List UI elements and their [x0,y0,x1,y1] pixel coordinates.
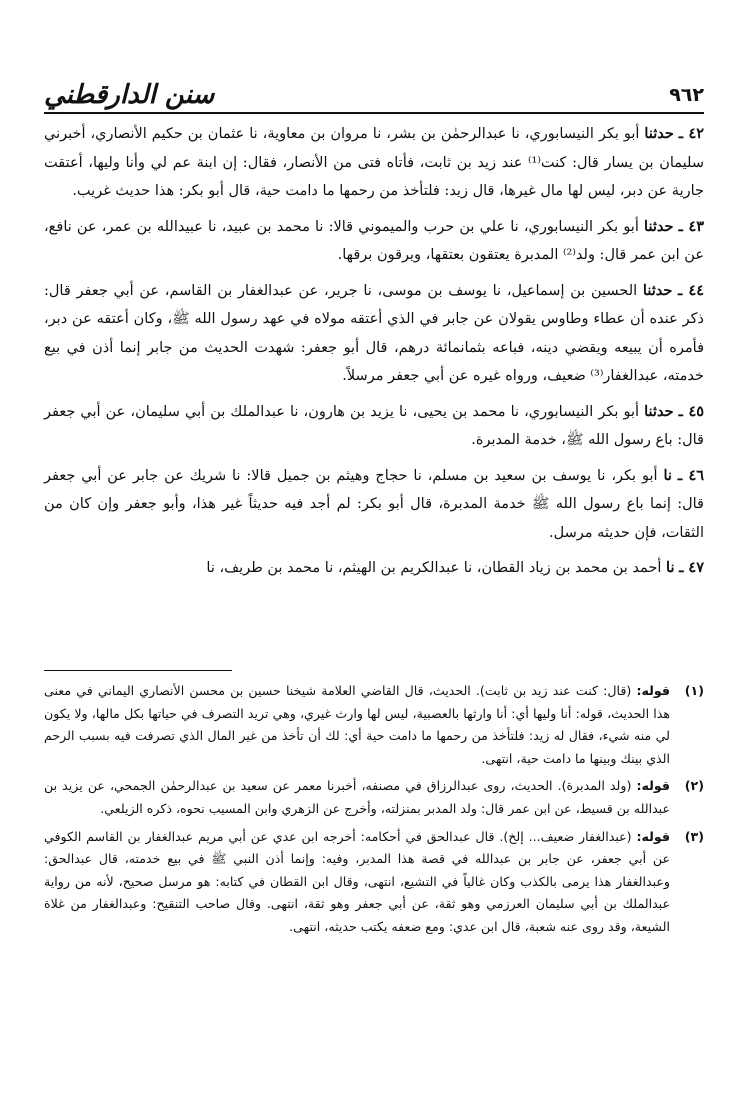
hadith-42 [44,120,704,206]
footnote-number: (٣) [684,828,704,844]
hadith-43 [44,213,704,270]
book-title: سنن الدارقطني [44,80,215,110]
hadith-number: ٤٢ ـ [678,125,705,142]
hadith-45 [44,398,704,455]
hadith-text: أبو بكر النيسابوري، نا عبدالرحمٰن بن بشر، نا مروان بن معاوية، نا عثمان بن حكيم الأنصاري، أخبرني سليمان بن يسار قال: كنت⁽¹⁾ عند زيد بن ثابت، فأتاه فتى من الأنصار، فقال: إن ابنة عم لي وأنا وليها، أعتقت جارية عن دبر، ليس لها مال غيرها، قال زيد: فلتأخذ من رحمها ما دامت حية، قال أبو بكر: هذا حديث غريب. [44,126,704,199]
hadith-text: أبو بكر، نا يوسف بن سعيد بن مسلم، نا حجاج وهيثم بن جميل قالا: نا شريك عن جابر عن أبي جعفر قال: إنما باع رسول الله ﷺ خدمة المدبرة، قال أبو بكر: لم أجد فيه حديثاً غير هذا، وأبو جعفر وإن كان من الثقات، فإن حديثه مرسل. [44,467,704,541]
hadith-text: الحسين بن إسماعيل، نا يوسف بن موسى، نا جرير، عن عبدالغفار بن القاسم، عن أبي جعفر قال: ذكر عنده أن عطاء وطاوس يقولان عن جابر في الذي أعتقه مولاه في عهد رسول الله ﷺ، وكان أعتقه عن دبر، فأمره أن يبيعه ويقضي دينه، فباعه بثمانمائة درهم، قال أبو جعفر: شهدت الحديث من جابر إنما أذن في بيع خدمته، عبدالغفار⁽³⁾ ضعيف، ورواه غيره عن أبي جعفر مرسلاً. [44,282,704,384]
hadith-number: ٤٥ ـ [678,402,705,420]
footnote-number: (٢) [684,778,704,794]
footnotes [44,680,704,944]
footnote-text: (عبدالغفار ضعيف... إلخ). قال عبدالحق في أحكامه: أخرجه ابن عدي عن أبي مريم عبدالغفار بن القاسم الكوفي عن أبي جعفر، عن جابر بن عبدالله في قصة هذا المدبر، وفيه: وإنما أذن النبي ﷺ في بيع خدمته، قال عبدالحق: وعبدالغفار هذا يرمى بالكذب وكان غالياً في التشيع، انتهى، وقال ابن القطان في كتابه: هو مرسل صحيح، لأنه من رواية عبدالملك بن أبي سليمان العرزمي وهو ثقة، عن أبي جعفر وهو ثقة، انتهى. وقال صاحب التنقيح: وعبدالغفار من غلاة الشيعة، وقد روى عنه شعبة، قال ابن عدي: ومع ضعفه يكتب حديثه، انتهى. [44,828,670,934]
hadith-44 [44,277,704,391]
hadith-lead: نا [663,466,672,484]
footnote-3 [44,826,704,939]
hadith-number: ٤٦ ـ [677,466,705,484]
hadith-text: أحمد بن محمد بن زياد القطان، نا عبدالكريم بن الهيثم، نا محمد بن طريف، نا [206,560,662,576]
footnote-divider [44,670,232,671]
page-number: ٩٦٢ [669,84,704,106]
hadith-lead: حدثنا [644,217,674,235]
hadith-46 [44,462,704,548]
footnote-key: قوله: [636,828,671,844]
footnote-text: (قال: كنت عند زيد بن ثابت). الحديث، قال القاضي العلامة شيخنا حسين بن محسن الأنصاري اليماني في معنى هذا الحديث، قوله: أنا وليها أي: أنا وارثها بالعصبية، ليس لها وارث غيري، وهي تريد التصرف في حياتها بكل مالها، ولا يكون لي منه شيء، فقال له زيد: فلتأخذ من رحمها ما دامت حية أي: لك أن تأخذ من غير المال الذي تصرفت فيه بسبب الرحم الذي بينك وبينها ما دامت حية، انتهى. [44,683,670,766]
hadith-lead: نا [666,559,675,576]
footnote-2 [44,775,704,820]
footnote-text: (ولد المدبرة). الحديث، روى عبدالرزاق في مصنفه، أخبرنا معمر عن سعيد بن عبدالرحمٰن الجمحي، عن يزيد بن عبدالله بن قسيط، عن ابن عمر قال: ولد المدبر بمنزلته، وأخرج عن الزهري وابن المسيب نحوه، ذكره الزيلعي. [44,778,670,816]
hadith-text: أبو بكر النيسابوري، نا علي بن حرب والميموني قالا: نا محمد بن عبيد، نا عبيدالله بن عمر، عن نافع، عن ابن عمر قال: ولد⁽²⁾ المدبرة يعتقون بعتقها، ويرقون برقها. [44,218,704,263]
hadith-lead: حدثنا [642,281,673,299]
hadith-number: ٤٣ ـ [678,217,705,235]
hadith-number: ٤٧ ـ [679,559,704,576]
hadith-lead: حدثنا [644,125,674,142]
hadith-number: ٤٤ ـ [678,281,705,299]
hadith-47 [44,554,704,583]
hadith-text: أبو بكر النيسابوري، نا محمد بن يحيى، نا يزيد بن هارون، نا عبدالملك بن أبي سليمان، عن أبي جعفر قال: باع رسول الله ﷺ، خدمة المدبرة. [44,403,704,448]
footnote-key: قوله: [636,683,670,698]
page-header [44,66,704,114]
footnote-number: (١) [684,683,704,698]
footnote-key: قوله: [636,778,670,794]
hadith-lead: حدثنا [644,402,674,420]
footnote-1 [44,680,704,770]
hadith-list [44,120,704,590]
